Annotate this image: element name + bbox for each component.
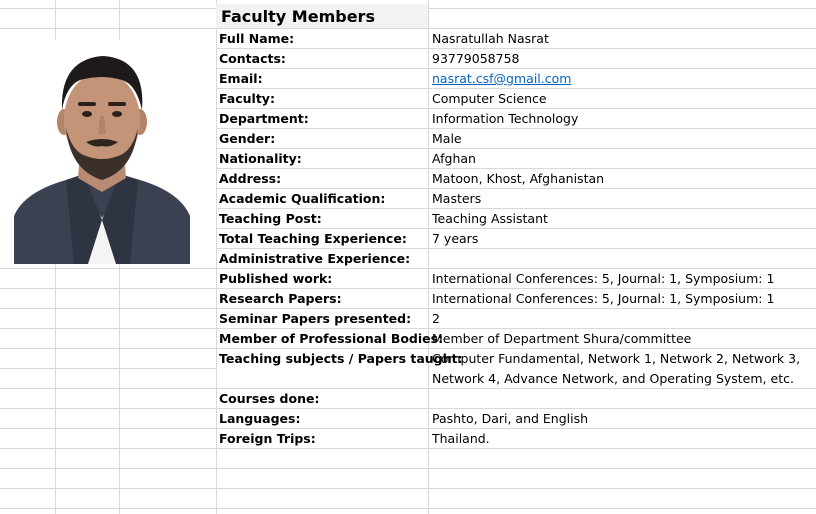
value-department[interactable]: Information Technology [432, 111, 579, 126]
label-teaching-subjects[interactable]: Teaching subjects / Papers taught: [219, 351, 463, 366]
portrait-illustration [14, 40, 190, 264]
value-nationality[interactable]: Afghan [432, 151, 476, 166]
value-address[interactable]: Matoon, Khost, Afghanistan [432, 171, 605, 186]
value-seminar-papers[interactable]: 2 [432, 311, 440, 326]
label-professional-bodies[interactable]: Member of Professional Bodies: [219, 331, 444, 346]
label-gender[interactable]: Gender: [219, 131, 276, 146]
label-foreign-trips[interactable]: Foreign Trips: [219, 431, 316, 446]
label-courses-done[interactable]: Courses done: [219, 391, 320, 406]
label-published-work[interactable]: Published work: [219, 271, 333, 286]
label-administrative-experience[interactable]: Administrative Experience: [219, 251, 411, 266]
label-nationality[interactable]: Nationality: [219, 151, 302, 166]
label-teaching-post[interactable]: Teaching Post: [219, 211, 322, 226]
email-link[interactable]: nasrat.csf@gmail.com [432, 71, 572, 86]
grid-column-line [216, 0, 217, 514]
grid-row-line [0, 508, 816, 509]
value-teaching-post[interactable]: Teaching Assistant [432, 211, 548, 226]
profile-photo[interactable] [14, 40, 190, 264]
grid-row-line [0, 428, 816, 429]
label-email[interactable]: Email: [219, 71, 263, 86]
value-languages[interactable]: Pashto, Dari, and English [432, 411, 589, 426]
value-professional-bodies[interactable]: Member of Department Shura/committee [432, 331, 692, 346]
sheet-title[interactable]: Faculty Members [221, 7, 375, 26]
grid-row-line [0, 368, 216, 369]
label-department[interactable]: Department: [219, 111, 309, 126]
label-contacts[interactable]: Contacts: [219, 51, 286, 66]
grid-row-line [0, 8, 216, 9]
value-research-papers[interactable]: International Conferences: 5, Journal: 1, Symposium: 1 [432, 291, 775, 306]
label-address[interactable]: Address: [219, 171, 282, 186]
grid-column-line [428, 0, 429, 514]
label-total-teaching-experience[interactable]: Total Teaching Experience: [219, 231, 407, 246]
grid-row-line [0, 408, 816, 409]
value-contacts[interactable]: 93779058758 [432, 51, 520, 66]
grid-row-line [0, 488, 816, 489]
value-gender[interactable]: Male [432, 131, 462, 146]
label-academic-qualification[interactable]: Academic Qualification: [219, 191, 386, 206]
label-seminar-papers[interactable]: Seminar Papers presented: [219, 311, 412, 326]
label-research-papers[interactable]: Research Papers: [219, 291, 342, 306]
grid-row-line [0, 28, 816, 29]
grid-row-line [428, 8, 816, 9]
value-teaching-subjects-line-2[interactable]: Network 4, Advance Network, and Operating System, etc. [432, 371, 794, 386]
value-teaching-subjects-line-1[interactable]: Computer Fundamental, Network 1, Network 2, Network 3, [432, 351, 801, 366]
grid-row-line [0, 448, 816, 449]
value-full-name[interactable]: Nasratullah Nasrat [432, 31, 549, 46]
label-faculty[interactable]: Faculty: [219, 91, 275, 106]
value-faculty[interactable]: Computer Science [432, 91, 547, 106]
label-languages[interactable]: Languages: [219, 411, 301, 426]
label-full-name[interactable]: Full Name: [219, 31, 295, 46]
value-published-work[interactable]: International Conferences: 5, Journal: 1, Symposium: 1 [432, 271, 775, 286]
grid-row-line [216, 148, 816, 149]
value-total-teaching-experience[interactable]: 7 years [432, 231, 479, 246]
value-foreign-trips[interactable]: Thailand. [432, 431, 490, 446]
grid-row-line [0, 468, 816, 469]
value-academic-qualification[interactable]: Masters [432, 191, 482, 206]
